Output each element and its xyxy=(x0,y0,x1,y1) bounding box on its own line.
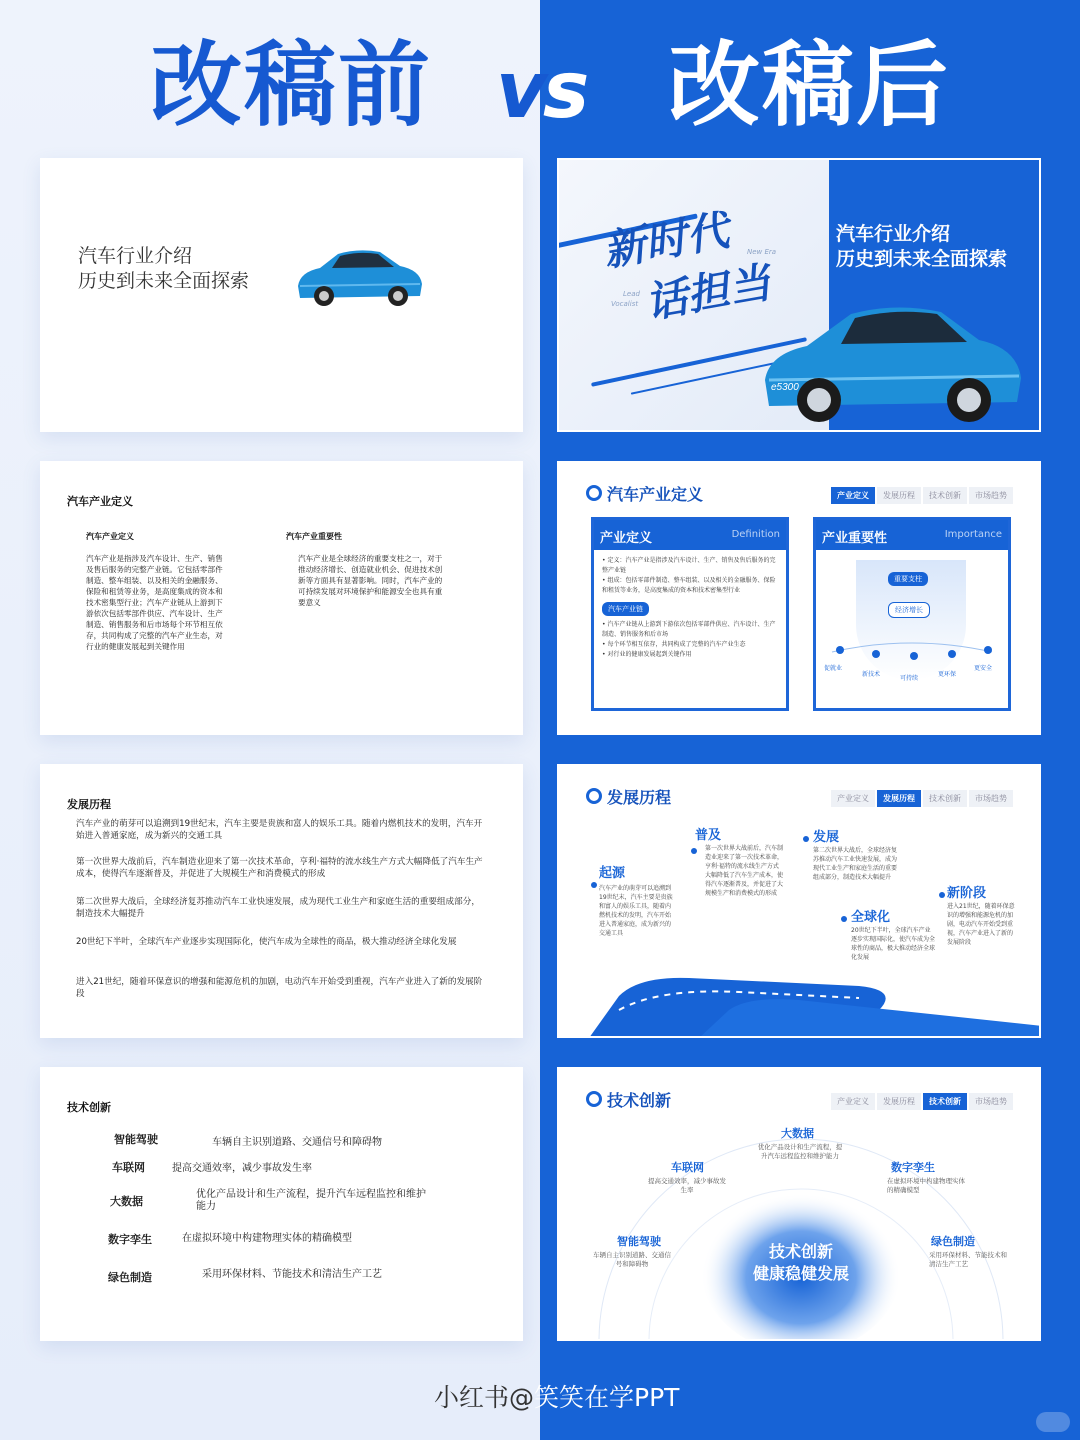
stage-name: 发展 xyxy=(813,830,840,845)
plate-text: e5300 xyxy=(771,382,799,393)
stage-name: 起源 xyxy=(599,866,626,881)
panel-header: 产业重要性 Importance xyxy=(816,520,1008,550)
tech-text: 优化产品设计和生产流程，提升汽车远程监控和维护能力 xyxy=(757,1143,843,1160)
chain-item: • 每个环节相互依存，共同构成了完整的汽车产业生态 xyxy=(602,641,746,648)
tech-key: 绿色制造 xyxy=(108,1271,152,1284)
before-heading: 改稿前 xyxy=(150,32,433,139)
definition-item: • 组成：包括零部件制造、整车组装、以及相关的金融服务、保险和租赁等业务，是高度集成的资本和技术密集型行业 xyxy=(602,577,776,594)
tech-key: 车联网 xyxy=(112,1161,145,1174)
tech-text: 提高交通效率，减少事故发生率 xyxy=(648,1177,726,1194)
tech-value: 车辆自主识别道路、交通信号和障碍物 xyxy=(212,1137,382,1148)
importance-panel xyxy=(813,517,1011,711)
cover-title: 汽车行业介绍 历史到未来全面探索 xyxy=(836,223,1008,270)
after-heading: 改稿后 xyxy=(668,32,951,139)
tab-history[interactable]: 发展历程 xyxy=(877,1093,921,1110)
tab-history[interactable]: 发展历程 xyxy=(877,790,921,807)
chain-pill: 汽车产业链 xyxy=(602,602,649,616)
tech-name: 智能驾驶 xyxy=(617,1235,661,1248)
tech-name: 绿色制造 xyxy=(931,1235,975,1248)
tech-value: 采用环保材料、节能技术和清洁生产工艺 xyxy=(202,1269,382,1280)
new-era-label: New Era xyxy=(747,248,777,256)
tech-text: 车辆自主识别道路、交通信号和障碍物 xyxy=(593,1251,671,1268)
vs-label: vs xyxy=(496,46,586,136)
slogan-line-1: 新时代 xyxy=(599,205,733,276)
node-label: 新技术 xyxy=(862,671,881,678)
tab-definition[interactable]: 产业定义 xyxy=(831,1093,875,1110)
tech-key: 智能驾驶 xyxy=(114,1133,158,1146)
tech-value: 提高交通效率，减少事故发生率 xyxy=(172,1163,312,1174)
stage-name: 新阶段 xyxy=(947,886,987,901)
car-image xyxy=(292,242,426,314)
definition-item: • 定义：汽车产业是指涉及汽车设计、生产、销售及售后服务的完整产业链 xyxy=(602,557,776,574)
before-slide-definition xyxy=(40,461,523,735)
before-slide-cover xyxy=(40,158,523,432)
tech-key: 数字孪生 xyxy=(108,1233,152,1246)
tech-value: 优化产品设计和生产流程，提升汽车远程监控和维护能力 xyxy=(196,1189,426,1212)
slide-title: 发展历程 xyxy=(607,788,672,807)
node-label: 促就业 xyxy=(824,665,843,672)
stage-text: 第二次世界大战后，全球经济复苏推动汽车工业快速发展，成为现代工业生产和家庭生活的重要组成部分，制造技术大幅提升 xyxy=(813,847,898,881)
node-label: 更安全 xyxy=(974,665,993,672)
tab-definition[interactable]: 产业定义 xyxy=(831,487,875,504)
tech-text: 采用环保材料、节能技术和清洁生产工艺 xyxy=(929,1251,1007,1268)
slide-title: 发展历程 xyxy=(67,798,111,811)
tab-tech[interactable]: 技术创新 xyxy=(923,487,967,504)
after-slide-cover xyxy=(557,158,1041,432)
cover-title: 汽车行业介绍 历史到未来全面探索 xyxy=(78,245,250,292)
definition-panel xyxy=(591,517,789,711)
center-label: 技术创新 健康稳健发展 xyxy=(752,1242,849,1283)
history-paragraph: 第二次世界大战后，全球经济复苏推动汽车工业快速发展，成为现代工业生产和家庭生活的重要组成部分，制造技术大幅提升 xyxy=(76,897,480,919)
slide-title: 技术创新 xyxy=(67,1101,111,1114)
stage-name: 全球化 xyxy=(851,910,891,925)
tag-pill: 重要支柱 xyxy=(888,572,928,586)
stage-text: 第一次世界大战前后，汽车制造业迎来了第一次技术革命，亨利·福特的流水线生产方式大幅降低了汽车生产成本，使得汽车逐渐普及，并促进了大规模生产和消费模式的形成 xyxy=(705,845,784,897)
tech-name: 数字孪生 xyxy=(891,1161,935,1174)
panel-header: 产业定义 Definition xyxy=(594,520,786,550)
stage-text: 20世纪下半叶，全球汽车产业逐步实现国际化，使汽车成为全球性的商品，极大推动经济全球化发展 xyxy=(851,927,936,961)
nav-tabs xyxy=(831,487,1013,504)
title-ring-icon xyxy=(586,485,602,501)
chain-item: • 对行业的健康发展起到关键作用 xyxy=(602,651,692,658)
after-slide-definition xyxy=(557,461,1041,735)
stage-name: 普及 xyxy=(695,828,722,843)
after-slide-history xyxy=(557,764,1041,1038)
slide-title: 汽车产业定义 xyxy=(607,485,704,504)
node-label: 可持续 xyxy=(900,675,919,682)
slide-title: 汽车产业定义 xyxy=(67,495,133,508)
tech-key: 大数据 xyxy=(110,1195,143,1208)
history-paragraph: 进入21世纪，随着环保意识的增强和能源危机的加剧，电动汽车开始受到重视，汽车产业进入了新的发展阶段 xyxy=(76,977,483,999)
car-image xyxy=(755,292,1027,432)
before-slide-tech xyxy=(40,1067,523,1341)
tech-name: 车联网 xyxy=(671,1161,704,1174)
history-paragraph: 20世纪下半叶，全球汽车产业逐步实现国际化，使汽车成为全球性的商品，极大推动经济全球化发展 xyxy=(76,937,457,947)
tab-tech[interactable]: 技术创新 xyxy=(923,1093,967,1110)
stage-text: 汽车产业的萌芽可以追溯到19世纪末，汽车主要是贵族和富人的娱乐工具，随着内燃机技术的发明，汽车开始进入普通家庭，成为新兴的交通工具 xyxy=(599,885,673,937)
tab-market[interactable]: 市场趋势 xyxy=(969,790,1013,807)
after-slide-tech xyxy=(557,1067,1041,1341)
history-paragraph: 汽车产业的萌芽可以追溯到19世纪末，汽车主要是贵族和富人的娱乐工具。随着内燃机技术的发明，汽车开始进入普通家庭，成为新兴的交通工具 xyxy=(76,819,483,841)
tech-name: 大数据 xyxy=(781,1127,814,1140)
node-label: 更环保 xyxy=(938,671,957,678)
arc-graphic xyxy=(559,1069,1041,1341)
tech-text: 在虚拟环境中构建物理实体的精确模型 xyxy=(887,1177,965,1194)
tech-value: 在虚拟环境中构建物理实体的精确模型 xyxy=(182,1233,352,1244)
tag-pill: 经济增长 xyxy=(888,602,930,618)
lead-label: Lead xyxy=(623,290,640,298)
chain-item: • 汽车产业链从上游到下游依次包括零部件供应、汽车设计、生产制造、销售服务和后市场 xyxy=(602,621,776,638)
author-credit: 小红书@笑笑在学PPT xyxy=(434,1383,680,1412)
stage-text: 进入21世纪，随着环保意识的增强和能源危机的加剧，电动汽车开始受到重视，汽车产业进入了新的发展阶段 xyxy=(947,903,1015,946)
importance-heading: 汽车产业重要性 xyxy=(286,532,342,541)
tab-market[interactable]: 市场趋势 xyxy=(969,487,1013,504)
tab-tech[interactable]: 技术创新 xyxy=(923,790,967,807)
tab-market[interactable]: 市场趋势 xyxy=(969,1093,1013,1110)
slogan-line-2: 话担当 xyxy=(641,257,775,328)
vocalist-label: Vocalist xyxy=(611,300,639,308)
title-ring-icon xyxy=(586,788,602,804)
nav-tabs xyxy=(831,790,1013,807)
watermark-badge xyxy=(1036,1412,1070,1432)
definition-text: 汽车产业是指涉及汽车设计、生产、销售及售后服务的完整产业链。它包括零部件制造、整车组装、以及相关的金融服务、保险和租赁等业务，是高度集成的资本和技术密集型行业；汽车产业链从上游到下游依次包括零部件供应、汽车设计、生产制造、销售服务和后市场每个环节相互依存，共同构成了完整的汽车产业生态，对行业的健康发展起到关键作用 xyxy=(86,554,223,651)
before-slide-history xyxy=(40,764,523,1038)
slide-title: 技术创新 xyxy=(607,1091,672,1110)
tab-definition[interactable]: 产业定义 xyxy=(831,790,875,807)
history-paragraph: 第一次世界大战前后，汽车制造业迎来了第一次技术革命，亨利·福特的流水线生产方式大幅降低了汽车生产成本，使得汽车逐渐普及，并促进了大规模生产和消费模式的形成 xyxy=(76,857,483,879)
definition-heading: 汽车产业定义 xyxy=(86,532,134,541)
tab-history[interactable]: 发展历程 xyxy=(877,487,921,504)
importance-text: 汽车产业是全球经济的重要支柱之一，对于推动经济增长、创造就业机会、促进技术创新等方面具有显著影响。同时，汽车产业的可持续发展对环境保护和能源安全也具有重要意义 xyxy=(298,554,443,607)
